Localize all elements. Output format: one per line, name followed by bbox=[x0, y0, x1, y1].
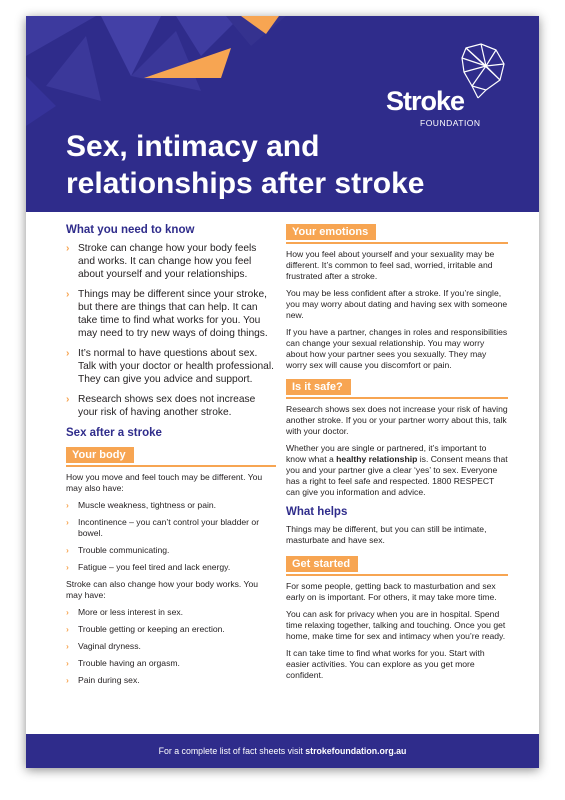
chevron-right-icon: › bbox=[66, 675, 69, 685]
title-line-2: relationships after stroke bbox=[66, 167, 425, 200]
list-item: › Incontinence – you can’t control your bladder or bowel. bbox=[66, 517, 260, 538]
chevron-right-icon: › bbox=[66, 243, 70, 254]
sex-after-stroke-heading: Sex after a stroke bbox=[66, 427, 162, 439]
section-divider bbox=[66, 465, 276, 467]
what-helps-heading: What helps bbox=[286, 506, 348, 518]
footer-text: For a complete list of fact sheets visit bbox=[158, 746, 306, 756]
chevron-right-icon: › bbox=[66, 624, 69, 634]
your-body-intro: How you move and feel touch may be different. You may also have: bbox=[66, 472, 263, 493]
right-column bbox=[286, 222, 508, 687]
your-emotions-tab: Your emotions bbox=[286, 224, 376, 240]
list-item: › Vaginal dryness. bbox=[66, 641, 141, 651]
header-banner bbox=[26, 16, 539, 212]
list-item: › Muscle weakness, tightness or pain. bbox=[66, 500, 217, 510]
chevron-right-icon: › bbox=[66, 607, 69, 617]
list-item: › Trouble communicating. bbox=[66, 545, 170, 555]
logo-subtitle: FOUNDATION bbox=[420, 118, 481, 128]
emotions-paragraph-2: You may be less confident after a stroke. If you’re single, you may worry about dating and having sex with someone new. bbox=[286, 288, 508, 320]
emotions-paragraph-1: How you feel about yourself and your sexuality may be different. It’s common to feel sad, worried, irritable and frustrated after a stroke. bbox=[286, 249, 495, 281]
is-it-safe-tab: Is it safe? bbox=[286, 379, 351, 395]
list-item: › Trouble getting or keeping an erection. bbox=[66, 624, 225, 634]
chevron-right-icon: › bbox=[66, 348, 70, 359]
list-item: › Trouble having an orgasm. bbox=[66, 658, 180, 668]
list-item: › Research shows sex does not increase your risk of having another stroke. bbox=[66, 394, 256, 418]
started-paragraph-1: For some people, getting back to masturbation and sex early on is important. For others, it may take more time. bbox=[286, 581, 497, 602]
emotions-paragraph-3: If you have a partner, changes in roles and responsibilities can change your sexual relationship. You may worry about how your partner sees you sexually. They may worry sex will cause you discomfort or pain. bbox=[286, 327, 508, 370]
list-item: › Things may be different since your stroke, but there are things that can help. It can take time to find what works for you. You may need to try new ways of doing things. bbox=[66, 289, 268, 339]
left-column bbox=[66, 224, 276, 692]
footer-link[interactable]: strokefoundation.org.au bbox=[305, 746, 407, 756]
started-paragraph-2: You can ask for privacy when you are in hospital. Spend time relaxing together, talking and touching. Once you get home, make time for sex and intimacy when you’re ready. bbox=[286, 609, 506, 641]
list-item: › It’s normal to have questions about sex. Talk with your doctor or health professional. They can give you advice and support. bbox=[66, 348, 274, 385]
safe-paragraph-2: Whether you are single or partnered, it’s important to know what a healthy relationship is. Consent means that you and your partner give a clear ‘yes’ to sex. Everyone has a right to feel safe and respected. 1800 RESPECT can give you information and advice. bbox=[286, 443, 508, 497]
your-body-tab: Your body bbox=[66, 447, 134, 463]
safe-paragraph-1: Research shows sex does not increase your risk of having another stroke. If you or your partner worry about this, talk with your doctor. bbox=[286, 404, 508, 436]
need-to-know-heading: What you need to know bbox=[66, 224, 195, 236]
healthy-relationship-emphasis: healthy relationship bbox=[336, 454, 418, 464]
page-title bbox=[66, 128, 446, 202]
helps-paragraph: Things may be different, but you can still be intimate, masturbate and have sex. bbox=[286, 524, 487, 545]
title-line-1: Sex, intimacy and bbox=[66, 130, 320, 163]
chevron-right-icon: › bbox=[66, 517, 69, 527]
list-item: › Stroke can change how your body feels and works. It can change how you feel about yourself and your relationships. bbox=[66, 243, 257, 280]
chevron-right-icon: › bbox=[66, 500, 69, 510]
body-works-list bbox=[66, 607, 276, 686]
logo-wordmark: Stroke bbox=[386, 86, 465, 116]
fact-sheet-page bbox=[26, 16, 539, 768]
chevron-right-icon: › bbox=[66, 562, 69, 572]
body-works-intro: Stroke can also change how your body works. You may have: bbox=[66, 579, 259, 600]
footer-bar bbox=[26, 734, 539, 768]
chevron-right-icon: › bbox=[66, 658, 69, 668]
section-divider bbox=[286, 397, 508, 399]
chevron-right-icon: › bbox=[66, 545, 69, 555]
started-paragraph-3: It can take time to find what works for you. Start with easier activities. You can explore as you get more confident. bbox=[286, 648, 485, 680]
chevron-right-icon: › bbox=[66, 289, 70, 300]
section-divider bbox=[286, 574, 508, 576]
section-divider bbox=[286, 242, 508, 244]
chevron-right-icon: › bbox=[66, 641, 69, 651]
body-changes-list bbox=[66, 500, 276, 573]
get-started-tab: Get started bbox=[286, 556, 358, 572]
list-item: › More or less interest in sex. bbox=[66, 607, 184, 617]
list-item: › Pain during sex. bbox=[66, 675, 140, 685]
list-item: › Fatigue – you feel tired and lack energy. bbox=[66, 562, 231, 572]
chevron-right-icon: › bbox=[66, 394, 70, 405]
need-to-know-list bbox=[66, 242, 276, 419]
